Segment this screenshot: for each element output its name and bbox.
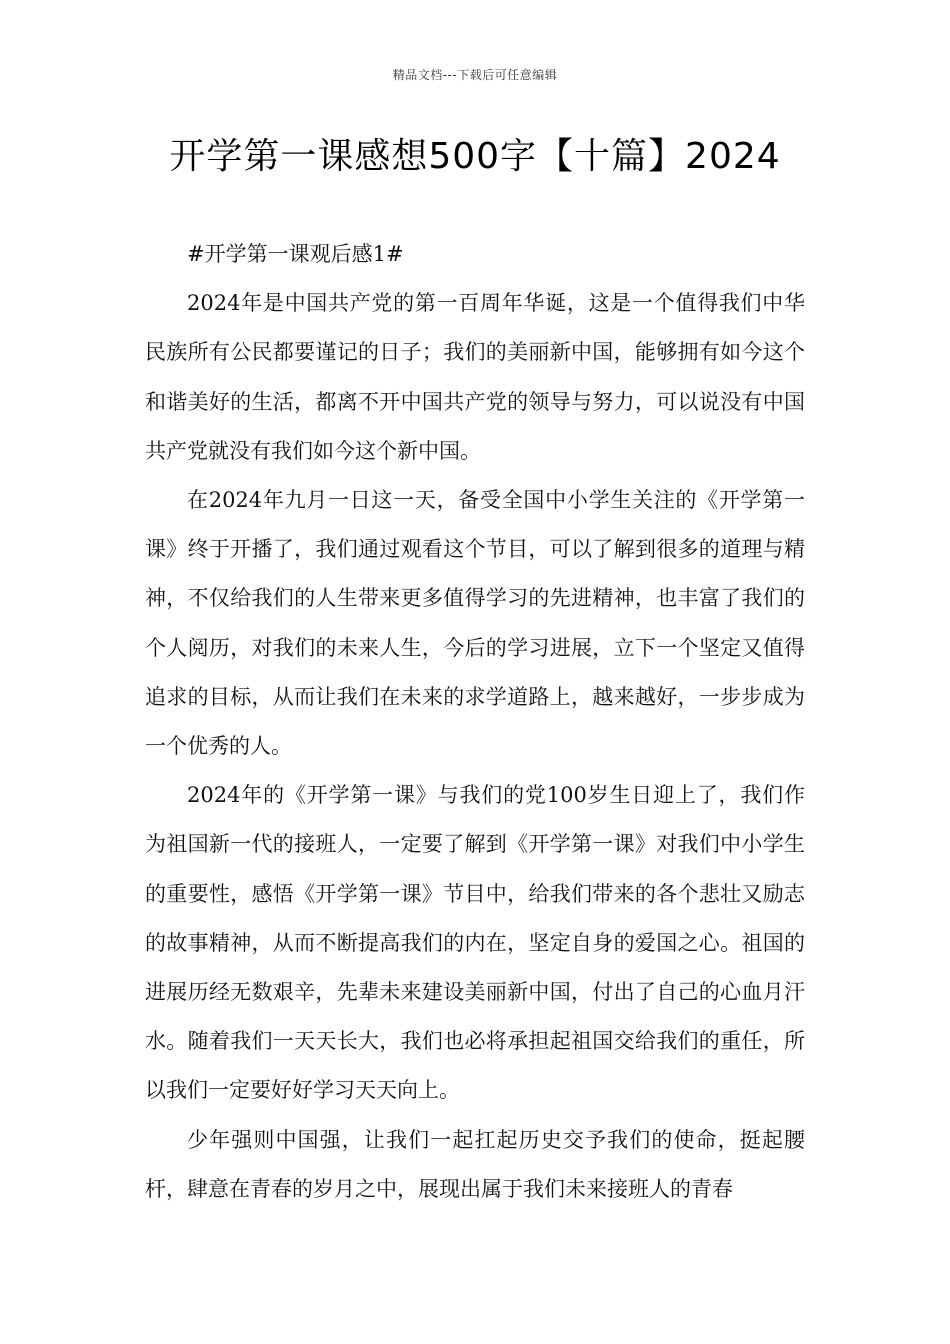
document-body: [145, 230, 805, 1214]
document-title: 开学第一课感想500字【十篇】2024: [169, 136, 781, 177]
paragraph-4: 少年强则中国强，让我们一起扛起历史交予我们的使命，挺起腰杆，肆意在青春的岁月之中，展现出属于我们未来接班人的青春: [145, 1127, 805, 1201]
paragraph-2: 在2024年九月一日这一天，备受全国中小学生关注的《开学第一课》终于开播了，我们通过观看这个节目，可以了解到很多的道理与精神，不仅给我们的人生带来更多值得学习的先进精神，也丰富了我们的个人阅历，对我们的未来人生，今后的学习进展，立下一个坚定又值得追求的目标，从而让我们在未来的求学道路上，越来越好，一步步成为一个优秀的人。: [145, 488, 805, 759]
section-heading: #开学第一课观后感1#: [187, 242, 404, 266]
page-header: 精品文档---下载后可任意编辑: [392, 68, 558, 82]
paragraph-1: 2024年是中国共产党的第一百周年华诞，这是一个值得我们中华民族所有公民都要谨记的日子；我们的美丽新中国，能够拥有如今这个和谐美好的生活，都离不开中国共产党的领导与努力，可以说没有中国共产党就没有我们如今这个新中国。: [145, 291, 805, 463]
paragraph-3: 2024年的《开学第一课》与我们的党100岁生日迎上了，我们作为祖国新一代的接班人，一定要了解到《开学第一课》对我们中小学生的重要性，感悟《开学第一课》节目中，给我们带来的各个悲壮又励志的故事精神，从而不断提高我们的内在，坚定自身的爱国之心。祖国的进展历经无数艰辛，先辈未来建设美丽新中国，付出了自己的心血月汗水。随着我们一天天长大，我们也必将承担起祖国交给我们的重任，所以我们一定要好好学习天天向上。: [145, 783, 805, 1103]
